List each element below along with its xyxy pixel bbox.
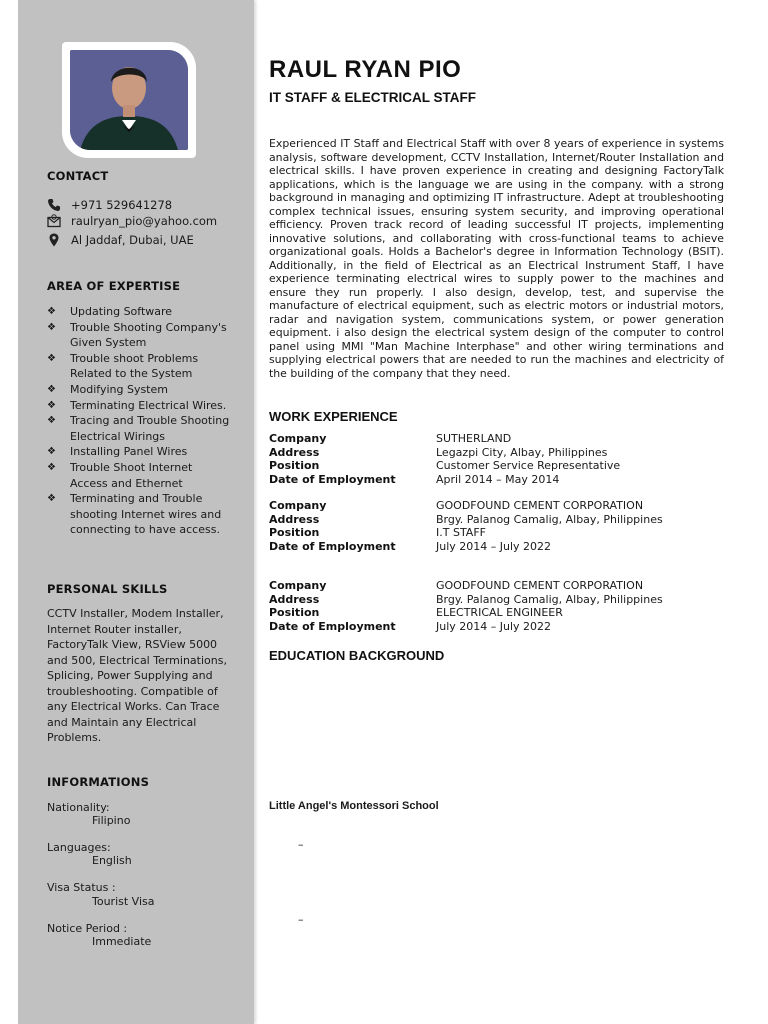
expertise-item: ❖ Updating Software xyxy=(47,305,173,318)
work-experience-title: WORK EXPERIENCE xyxy=(269,409,398,424)
job-entry xyxy=(269,579,729,633)
contact-phone xyxy=(47,198,172,212)
education-dash: – xyxy=(298,913,304,926)
address-label: Address xyxy=(269,592,320,606)
job-entry xyxy=(269,432,729,486)
address-value: Legazpi City, Albay, Philippines xyxy=(436,445,608,459)
diamond-bullet-icon: ❖ xyxy=(47,415,56,427)
expertise-item: ❖ Terminating and Trouble shooting Internet wires and connecting to have access. xyxy=(47,492,222,537)
expertise-item: ❖ Trouble shoot Problems Related to the System xyxy=(47,351,199,381)
nationality-value: Filipino xyxy=(92,814,131,827)
company-label: Company xyxy=(269,499,327,512)
expertise-item: ❖ Tracing and Trouble Shooting Electrical Wirings xyxy=(47,414,230,443)
phone-icon xyxy=(47,198,61,212)
languages-value: English xyxy=(92,854,132,867)
expertise-list xyxy=(47,304,232,538)
job-entry xyxy=(269,499,729,553)
expertise-item: ❖ Modifying System xyxy=(47,382,168,396)
education-dash: – xyxy=(298,838,304,851)
company-label: Company xyxy=(269,579,327,592)
expertise-title: AREA OF EXPERTISE xyxy=(47,279,181,293)
candidate-name: RAUL RYAN PIO xyxy=(269,56,462,83)
date-label: Date of Employment xyxy=(269,472,396,486)
date-label: Date of Employment xyxy=(269,539,396,553)
skills-title: PERSONAL SKILLS xyxy=(47,582,168,596)
diamond-bullet-icon: ❖ xyxy=(47,446,56,458)
address-value: Brgy. Palanog Camalig, Albay, Philippines xyxy=(436,592,663,606)
diamond-bullet-icon: ❖ xyxy=(47,399,56,411)
profile-photo-frame xyxy=(62,42,196,158)
skills-text: CCTV Installer, Modem Installer, Internet Router installer, FactoryTalk View, RSView 5000 and 500, Electrical Terminations, Splicing, Power Supplying and troubleshooting. Compatible of any Electrical Works. Can Trace and Maintain any Electrical Problems. xyxy=(47,607,227,744)
date-value: July 2014 – July 2022 xyxy=(436,619,552,633)
position-value: I.T STAFF xyxy=(436,526,486,540)
location-text: Al Jaddaf, Dubai, UAE xyxy=(71,233,194,247)
address-label: Address xyxy=(269,512,320,526)
address-label: Address xyxy=(269,445,320,459)
email-icon xyxy=(47,214,61,228)
visa-status-label: Visa Status : xyxy=(47,881,116,894)
contact-email xyxy=(47,214,217,228)
address-value: Brgy. Palanog Camalig, Albay, Philippines xyxy=(436,512,663,526)
visa-status-value: Tourist Visa xyxy=(92,895,155,908)
date-value: April 2014 – May 2014 xyxy=(436,472,560,486)
contact-location xyxy=(47,233,194,247)
date-label: Date of Employment xyxy=(269,619,396,633)
position-value: Customer Service Representative xyxy=(436,459,621,473)
school-name: Little Angel's Montessori School xyxy=(269,800,439,812)
expertise-item: ❖ Trouble Shoot Internet Access and Ethernet xyxy=(47,460,193,490)
notice-period-value: Immediate xyxy=(92,935,152,948)
position-value: ELECTRICAL ENGINEER xyxy=(436,606,563,620)
notice-period-label: Notice Period : xyxy=(47,922,128,935)
position-label: Position xyxy=(269,606,320,620)
company-value: SUTHERLAND xyxy=(436,432,512,445)
profile-summary: Experienced IT Staff and Electrical Staff with over 8 years of experience in systems analysis, software development, CCTV Installation, Internet/Router Installation and electrical skills. I have proven experience in creating and designing FactoryTalk applications, which is the language we are using in the company. with a strong background in managing and optimizing IT infrastructure. Adept at troubleshooting complex technical issues, ensuring system security, and improving operational efficiency. Proven track record of leading successful IT projects, implementing innovative solutions, and collaborating with cross-functional teams to achieve organizational goals. Holds a Bachelor's degree in Information Technology (BSIT). Additionally, in the field of Electrical as an Electrical Instrument Staff, I have experience terminating electrical wires to supply power to the machines and ensure they run properly. I also design, develop, test, and supervise the manufacture of electrical equipment, such as electric motors or industrial motors, radar and navigation system, communications system, or power generation equipment. i also design the electrical system design of the computer to control panel using MMI "Man Machine Interphase" and other wiring terminations and supplying electrical powers that are needed to run the machines and electricity of the building of the company that they need. xyxy=(269,137,724,380)
diamond-bullet-icon: ❖ xyxy=(47,352,56,364)
diamond-bullet-icon: ❖ xyxy=(47,493,56,505)
expertise-item: ❖ Terminating Electrical Wires. xyxy=(47,398,227,412)
email-address[interactable]: raulryan_pio@yahoo.com xyxy=(71,214,218,228)
phone-number: +971 529641278 xyxy=(71,198,173,212)
profile-photo xyxy=(70,50,188,150)
info-title: INFORMATIONS xyxy=(47,775,150,789)
candidate-role: IT STAFF & ELECTRICAL STAFF xyxy=(269,90,476,105)
languages-label: Languages: xyxy=(47,841,111,854)
position-label: Position xyxy=(269,459,320,473)
location-pin-icon xyxy=(47,233,61,247)
diamond-bullet-icon: ❖ xyxy=(47,306,56,317)
diamond-bullet-icon: ❖ xyxy=(47,383,56,395)
position-label: Position xyxy=(269,526,320,540)
expertise-item: ❖ Installing Panel Wires xyxy=(47,445,188,459)
company-value: GOODFOUND CEMENT CORPORATION xyxy=(436,579,644,592)
expertise-item: ❖ Trouble Shooting Company's Given System xyxy=(47,320,227,350)
company-value: GOODFOUND CEMENT CORPORATION xyxy=(436,499,644,512)
contact-title: CONTACT xyxy=(47,169,109,183)
company-label: Company xyxy=(269,432,327,445)
diamond-bullet-icon: ❖ xyxy=(47,321,56,333)
diamond-bullet-icon: ❖ xyxy=(47,461,56,473)
education-title: EDUCATION BACKGROUND xyxy=(269,648,445,663)
nationality-label: Nationality: xyxy=(47,801,110,814)
date-value: July 2014 – July 2022 xyxy=(436,539,552,553)
